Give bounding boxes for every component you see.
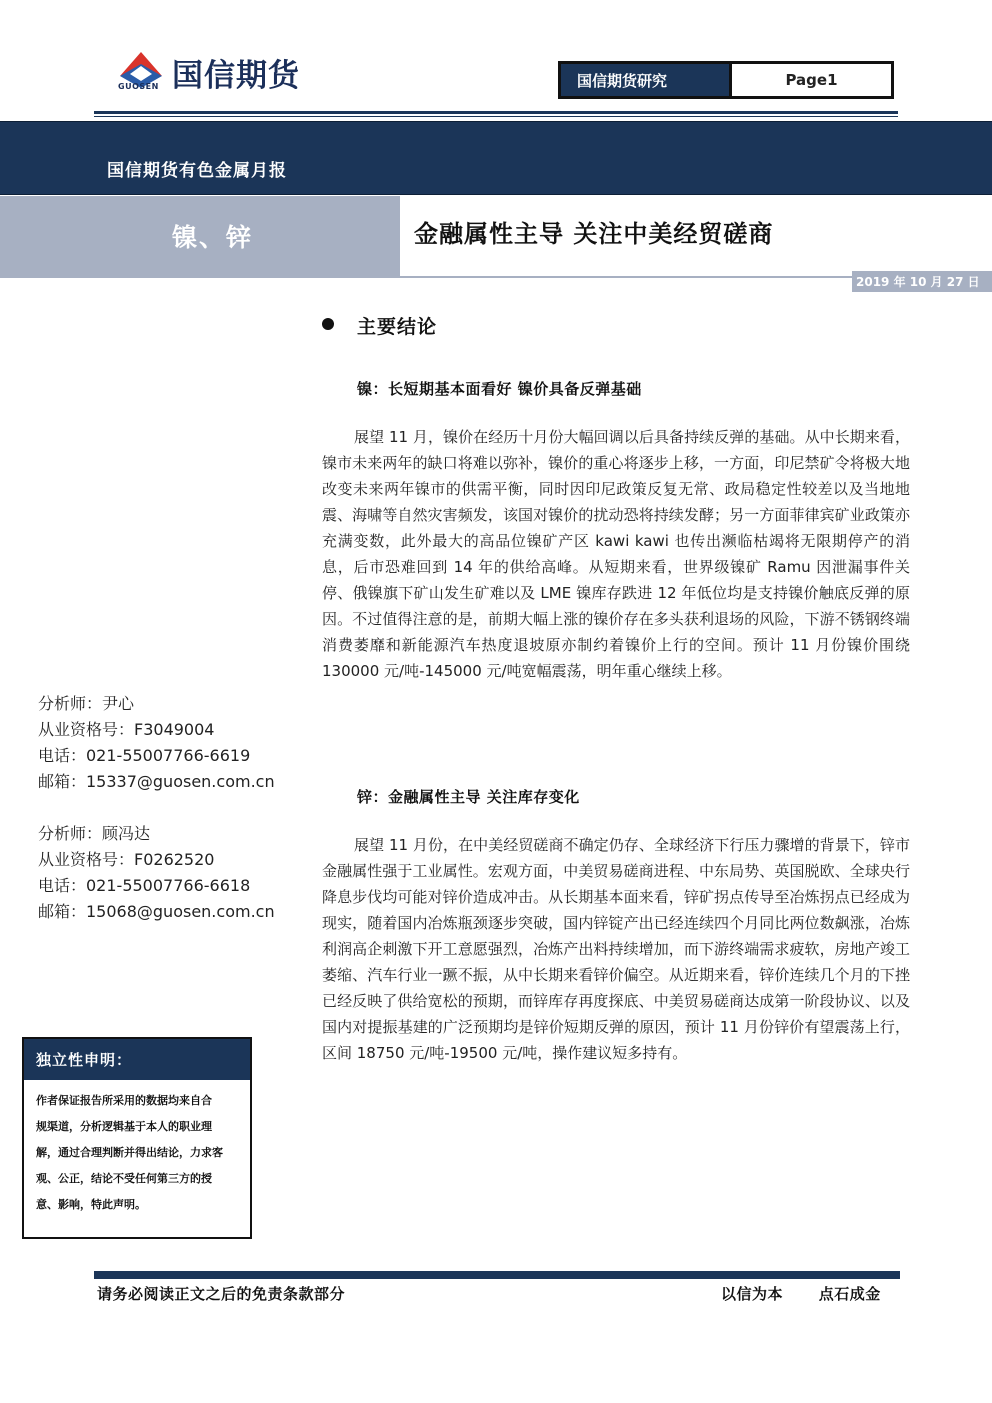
- zinc-paragraph: 展望 11 月份，在中美经贸磋商不确定仍存、全球经济下行压力骤增的背景下，锌市金融属性强于工业属性。宏观方面，中美贸易磋商进程、中东局势、英国脱欧、全球央行降息步伐均可能对锌价造成冲击。从长期基本面来看，锌矿拐点传导至冶炼拐点已经成为现实，随着国内冶炼瓶颈逐步突破，国内锌锭产出已经连续四个月同比两位数飙涨，冶炼利润高企刺激下开工意愿强烈，冶炼产出料持续增加，而下游终端需求疲软，房地产竣工萎缩、汽车行业一蹶不振，从中长期来看锌价偏空。从近期来看，锌价连续几个月的下挫已经反映了供给宽松的预期，而锌库存再度探底、中美贸易磋商达成第一阶段协议、以及国内对提振基建的广泛预期均是锌价短期反弹的原因，预计 11 月份锌价有望震荡上行，区间 18750 元/吨-19500 元/吨，操作建议短多持有。: [322, 836, 910, 1062]
- zinc-subheading: 锌：金融属性主导 关注库存变化: [357, 788, 580, 806]
- top-rule-thick: [94, 111, 898, 114]
- section-heading: 主要结论: [357, 316, 438, 338]
- company-logo: [116, 48, 346, 98]
- analyst-email[interactable]: 邮箱：15068@guosen.com.cn: [38, 902, 275, 921]
- footer-slogan: 以信为本 点石成金: [721, 1285, 881, 1303]
- header-box: [558, 61, 894, 99]
- top-rule-thin: [94, 116, 898, 117]
- page-number: Page1: [732, 64, 891, 96]
- report-date: 2019 年 10 月 27 日: [852, 271, 992, 292]
- report-headline: 金融属性主导 关注中美经贸磋商: [414, 220, 774, 248]
- subject-label: 镍、锌: [172, 223, 254, 252]
- footer-rule: [94, 1271, 900, 1279]
- statement-line: 解，通过合理判断并得出结论，力求客: [36, 1146, 223, 1159]
- nickel-paragraph: 展望 11 月，镍价在经历十月份大幅回调以后具备持续反弹的基础。从中长期来看，镍市未来两年的缺口将难以弥补，镍价的重心将逐步上移，一方面，印尼禁矿令将极大地改变未来两年镍市的供需平衡，同时因印尼政策反复无常、政局稳定性较差以及当地地震、海啸等自然灾害频发，该国对镍价的扰动恐将持续发酵；另一方面菲律宾矿业政策亦充满变数，此外最大的高品位镍矿产区 kawi kawi 也传出濒临枯竭将无限期停产的消息，后市恐难回到 14 年的供给高峰。从短期来看，世界级镍矿 Ramu 因泄漏事件关停、俄镍旗下矿山发生矿难以及 LME 镍库存跌进 12 年低位均是支持镍价触底反弹的原因。不过值得注意的是，前期大幅上涨的镍价存在多头获利退场的风险，下游不锈钢终端消费萎靡和新能源汽车热度退坡原亦制约着镍价上行的空间。预计 11 月份镍价围绕 130000 元/吨-145000 元/吨宽幅震荡，明年重心继续上移。: [322, 428, 910, 680]
- analyst-phone: 电话：021-55007766-6618: [38, 876, 251, 895]
- report-series-title: 国信期货有色金属月报: [107, 161, 287, 181]
- report-banner: [0, 121, 992, 195]
- band-rule: [0, 276, 992, 278]
- logo-en-text: GUOSEN: [118, 82, 159, 91]
- statement-line: 作者保证报告所采用的数据均来自合: [36, 1094, 212, 1107]
- analyst-name: 分析师：顾冯达: [38, 824, 151, 843]
- logo-text: 国信期货: [172, 58, 300, 94]
- statement-line: 规渠道，分析逻辑基于本人的职业理: [36, 1120, 212, 1133]
- statement-line: 观、公正，结论不受任何第三方的授: [36, 1172, 212, 1185]
- analyst-name: 分析师：尹心: [38, 694, 135, 713]
- independence-statement: [22, 1037, 252, 1239]
- statement-title: 独立性申明：: [24, 1039, 250, 1080]
- statement-line: 意、影响，特此声明。: [36, 1198, 146, 1211]
- header-research-label: 国信期货研究: [561, 64, 729, 96]
- analyst-card: [38, 691, 275, 795]
- analyst-email[interactable]: 邮箱：15337@guosen.com.cn: [38, 772, 275, 791]
- analyst-card: [38, 821, 275, 925]
- analyst-phone: 电话：021-55007766-6619: [38, 746, 251, 765]
- disclaimer-note: 请务必阅读正文之后的免责条款部分: [97, 1285, 346, 1303]
- bullet-icon: [322, 318, 334, 330]
- statement-body: [24, 1080, 250, 1218]
- subject-band: [0, 196, 400, 276]
- analyst-cert: 从业资格号：F3049004: [38, 720, 215, 739]
- nickel-subheading: 镍：长短期基本面看好 镍价具备反弹基础: [357, 380, 642, 398]
- analyst-cert: 从业资格号：F0262520: [38, 850, 215, 869]
